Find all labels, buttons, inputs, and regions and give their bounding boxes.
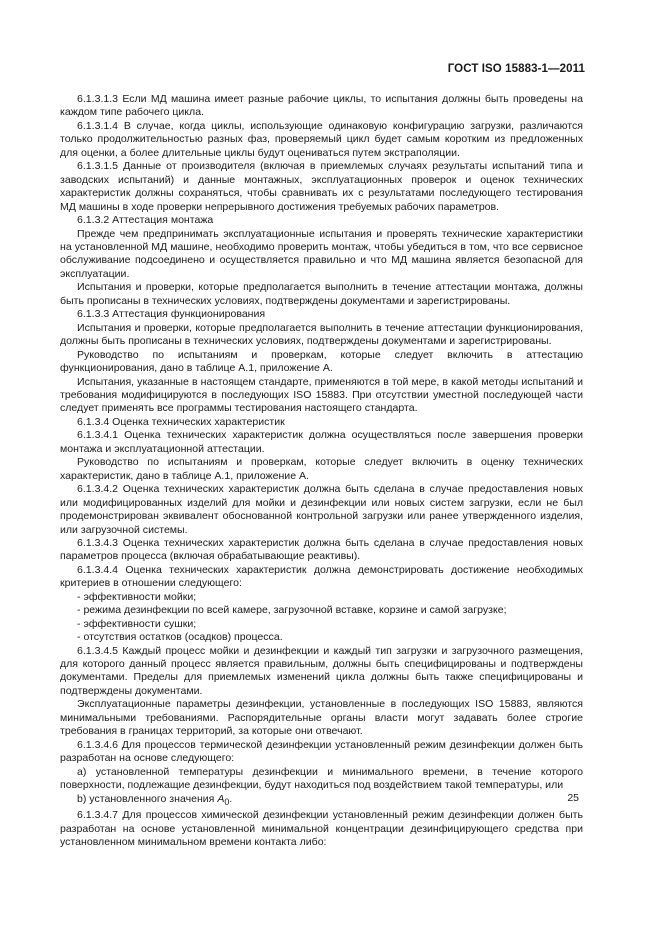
item-b-suffix: . bbox=[229, 792, 233, 805]
item-a-temperature: а) установленной температуры дезинфекции и минимального времени, в течение которого поверхности, подлежащие дезинфекции, будут находиться под воздействием такой температуры, или bbox=[60, 765, 583, 792]
paragraph-operational-guidance: Руководство по испытаниям и проверкам, которые следует включить в аттестацию функционирования, дано в таблице А.1, приложение А. bbox=[60, 348, 583, 375]
heading-performance-qualification: 6.1.3.4 Оценка технических характеристик bbox=[77, 415, 285, 428]
clause-6-1-3-1-4: 6.1.3.1.4 В случае, когда циклы, использующие одинаковую конфигурацию загрузки, различаются только продолжительностью разных фаз, проверяемый цикл будет самым коротким из предложенных для оценки, а более длительные циклы будут оцениваться путем экстраполяции. bbox=[60, 119, 583, 159]
clause-6-1-3-4-5: 6.1.3.4.5 Каждый процесс мойки и дезинфекции и каждый тип загрузки и загрузочного размещения, для которого данный процесс является правильным, должны быть специфицированы и подтверждены документами. Пределы для приемлемых изменений цикла должны быть также специфицированы и подтверждены документами. bbox=[60, 644, 583, 697]
clause-6-1-3-4-4: 6.1.3.4.4 Оценка технических характеристик должна демонстрировать достижение необходимых критериев в отношении следующего: bbox=[60, 563, 583, 590]
heading-installation-qualification: 6.1.3.2 Аттестация монтажа bbox=[77, 214, 214, 227]
item-b-prefix: b) установленного значения bbox=[77, 792, 218, 805]
paragraph-disinfection-parameters: Эксплуатационные параметры дезинфекции, установленные в последующих ISO 15883, являются минимальными требованиями. Распорядительные органы власти могут задавать более строгие требования в границах территорий, за которые они отвечают. bbox=[60, 698, 583, 738]
list-item: - эффективности мойки; bbox=[77, 590, 197, 603]
clause-6-1-3-1-3: 6.1.3.1.3 Если МД машина имеет разные рабочие циклы, то испытания должны быть проведены на каждом типе рабочего цикла. bbox=[60, 93, 583, 119]
list-item: - режима дезинфекции по всей камере, загрузочной вставке, корзине и самой загрузке; bbox=[77, 604, 507, 617]
paragraph-performance-guidance: Руководство по испытаниям и проверкам, которые следует включить в оценку технических характеристик, дано в таблице А.1, приложение А. bbox=[60, 456, 583, 482]
body-text bbox=[60, 93, 583, 849]
paragraph-installation-check: Прежде чем предпринимать эксплуатационные испытания и проверять технические характеристики на установленной МД машине, необходимо проверить монтаж, чтобы убедиться в том, что все сервисное обслуживание подсоединено и осуществляется правильно и что МД машина является безопасной для эксплуатации. bbox=[60, 227, 583, 280]
list-item: - эффективности сушки; bbox=[77, 617, 197, 630]
clause-6-1-3-4-3: 6.1.3.4.3 Оценка технических характеристик должна быть сделана в случае предоставления новых параметров процесса (включая обрабатывающие реактивы). bbox=[60, 536, 583, 563]
a0-symbol: A bbox=[217, 792, 225, 805]
list-item: - отсутствия остатков (осадков) процесса. bbox=[77, 631, 283, 644]
clause-6-1-3-4-7: 6.1.3.4.7 Для процессов химической дезинфекции установленный режим дезинфекции должен быть разработан на основе установленной минимальной концентрации дезинфицирующего средства при установленном минимальном времени контакта либо: bbox=[60, 809, 583, 849]
paragraph-installation-tests: Испытания и проверки, которые предполагается выполнить в течение аттестации монтажа, должны быть прописаны в технических условиях, подтверждены документами и зарегистрированы. bbox=[60, 281, 583, 307]
clause-6-1-3-1-5: 6.1.3.1.5 Данные от производителя (включая в приемлемых случаях результаты испытаний типа и заводских испытаний) и данные монтажных, эксплуатационных проверок и оценок технических характеристик должны сохраняться, чтобы сравнивать их с результатами последующего тестирования МД машины в ходе проверки непрерывного достижения требуемых рабочих параметров. bbox=[60, 160, 583, 213]
a0-subscript: 0 bbox=[224, 796, 230, 807]
paragraph-operational-tests: Испытания и проверки, которые предполагается выполнить в течение аттестации функционирования, должны быть прописаны в технических условиях, подтверждены документами и зарегистрированы. bbox=[60, 321, 583, 348]
clause-6-1-3-4-2: 6.1.3.4.2 Оценка технических характеристик должна быть сделана в случае предоставления новых или модифицированных изделий для мойки и дезинфекции или новых систем загрузки, если не был продемонстрирован эквивалент обоснованной контрольной загрузки или ранее утвержденного изделия, или загрузочной системы. bbox=[60, 483, 583, 536]
document-code-header: ГОСТ ISO 15883-1—2011 bbox=[447, 63, 585, 75]
clause-6-1-3-4-1: 6.1.3.4.1 Оценка технических характеристик должна осуществляться после завершения проверки монтажа и эксплуатационной аттестации. bbox=[60, 429, 583, 455]
paragraph-tests-applicability: Испытания, указанные в настоящем стандарте, применяются в той мере, в какой методы испытаний и требования модифицируются в последующих ISO 15883. При отсутствии уместной последующей части следует применять все программы тестирования настоящего стандарта. bbox=[60, 375, 583, 415]
heading-operational-qualification: 6.1.3.3 Аттестация функционирования bbox=[77, 308, 266, 321]
page-number: 25 bbox=[567, 792, 579, 804]
item-b-a0-value bbox=[60, 793, 583, 810]
clause-6-1-3-4-6: 6.1.3.4.6 Для процессов термической дезинфекции установленный режим дезинфекции должен быть разработан на основе следующего: bbox=[60, 738, 583, 765]
